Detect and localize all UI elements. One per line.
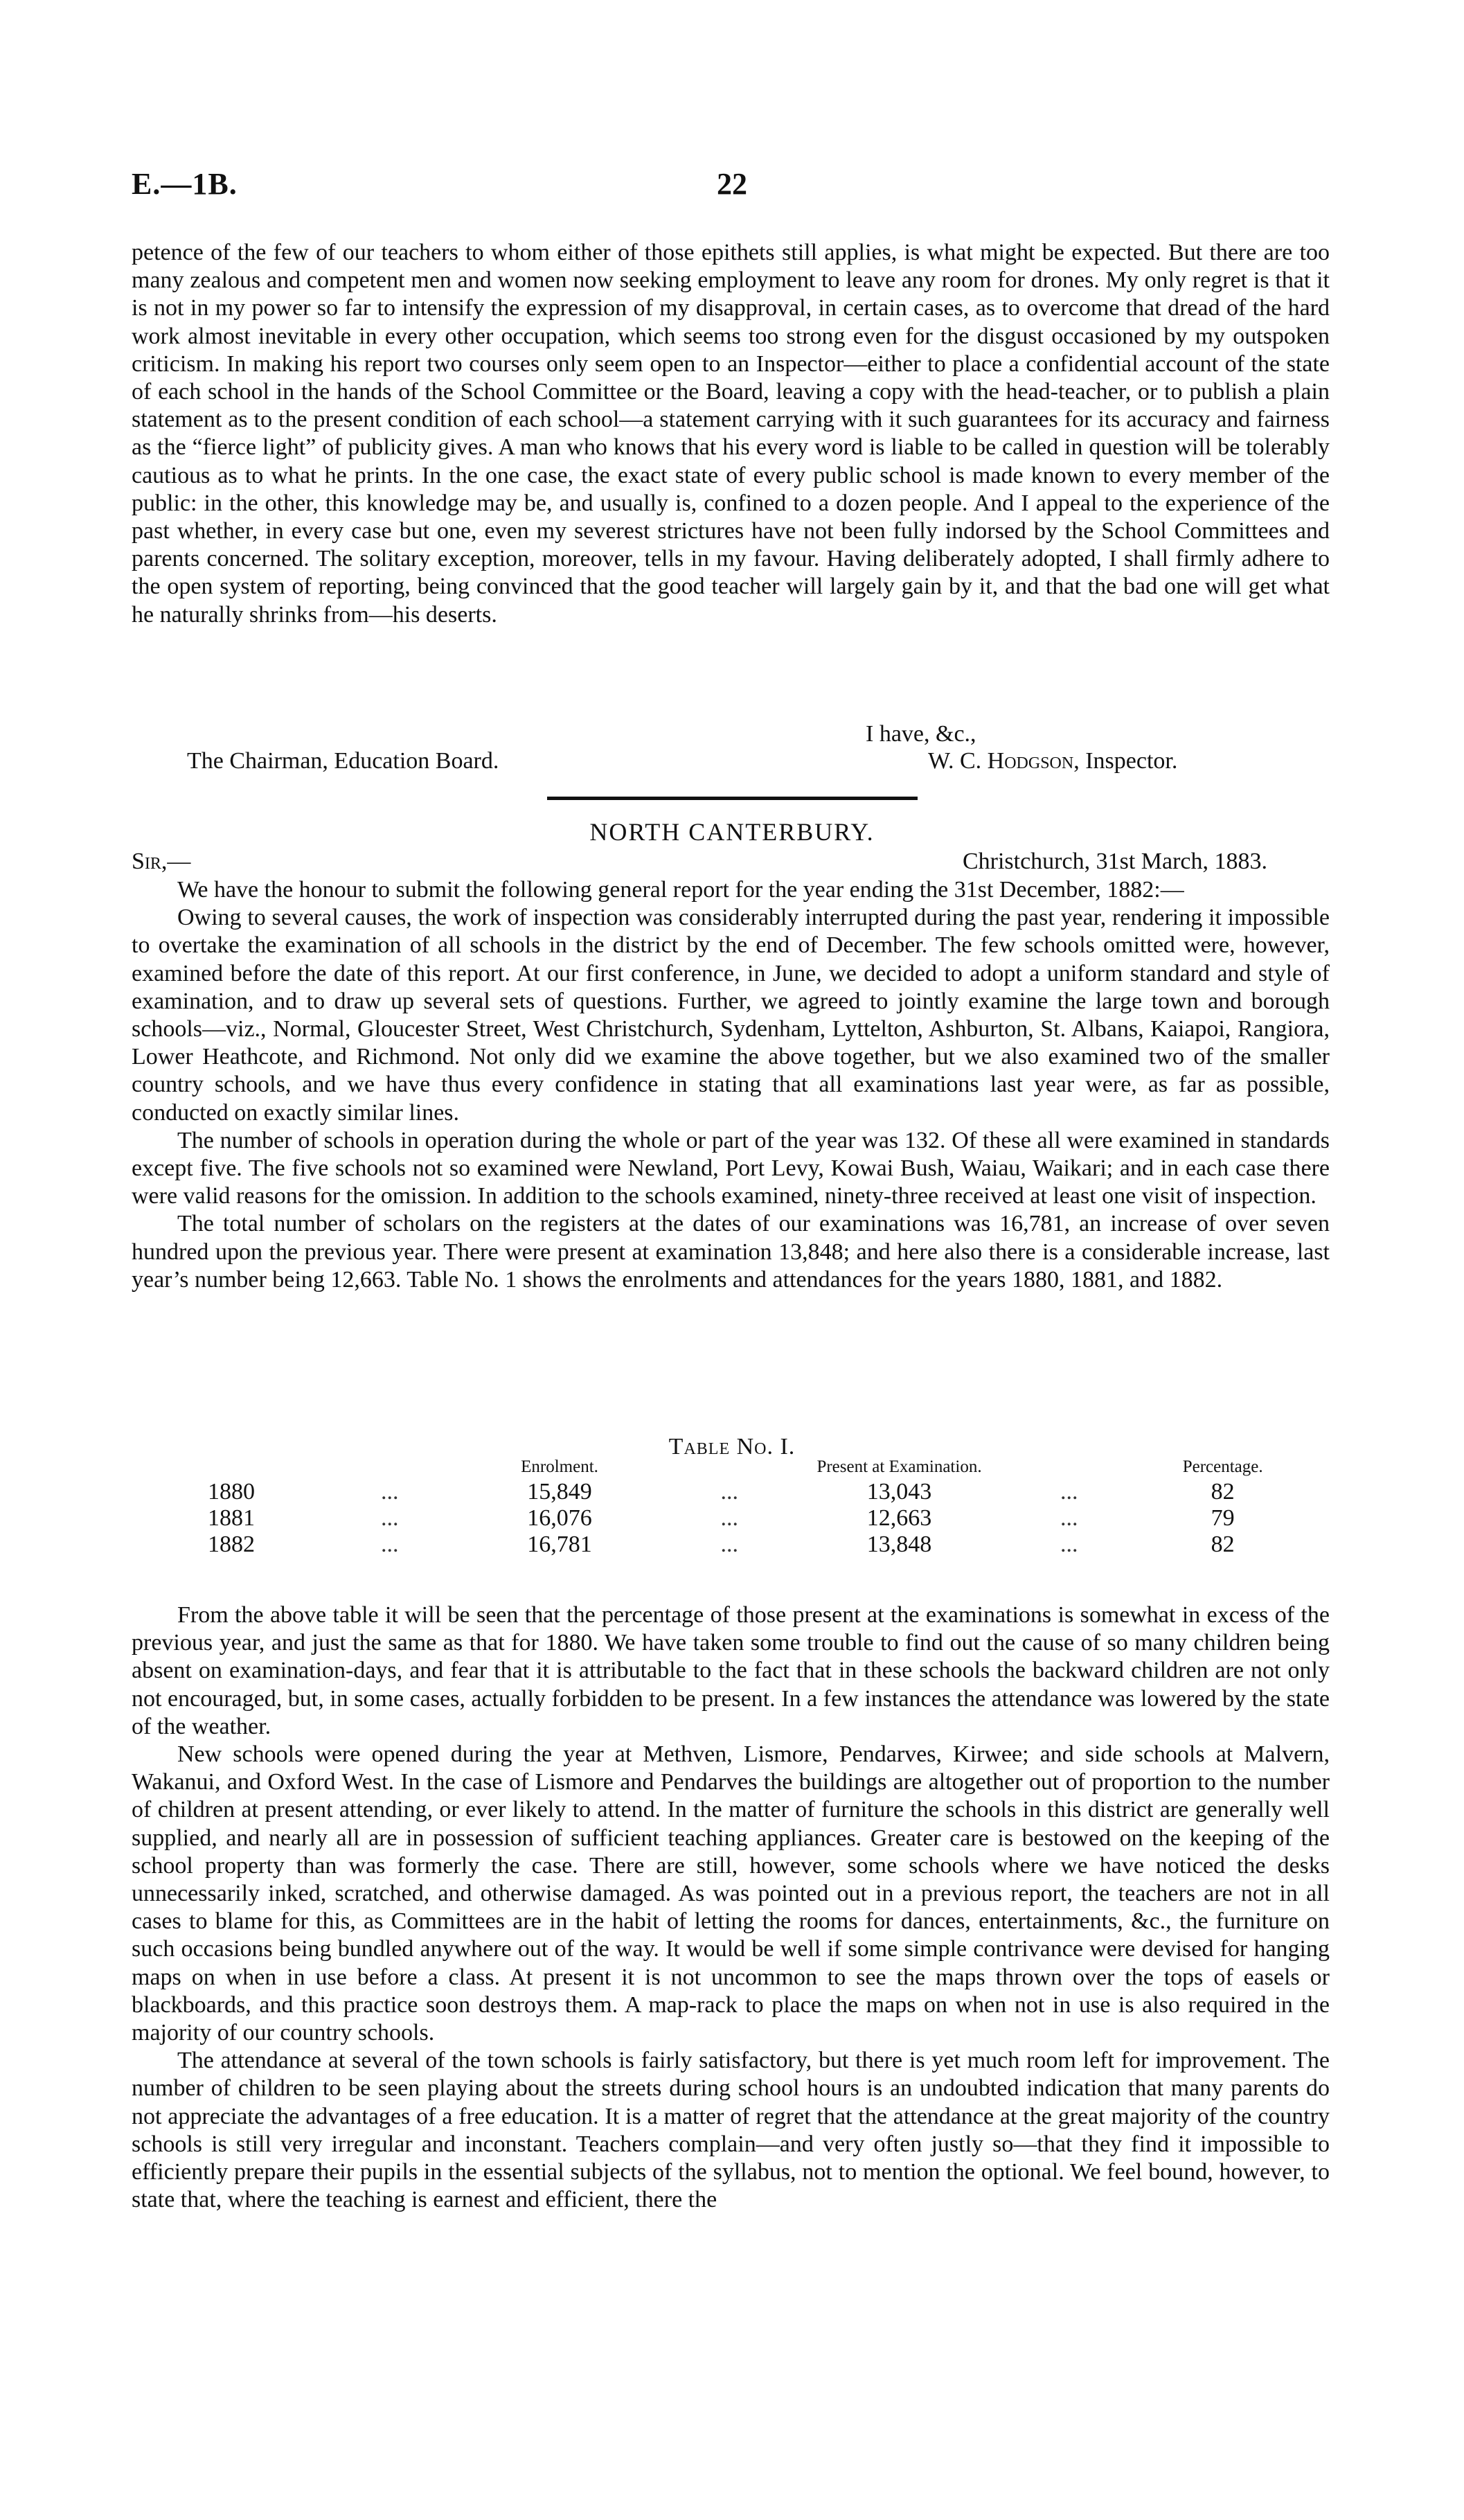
dot-leader: ... — [720, 1505, 738, 1531]
report-body-after-table — [132, 1601, 1330, 2214]
table-title: Table No. I. — [668, 1434, 796, 1459]
header-enrolment: Enrolment. — [521, 1457, 598, 1476]
paragraph: Owing to several causes, the work of inspection was considerably interrupted during the past year, rendering it impossible to overtake the examination of all schools in the district by the end of December. The few schools omitted were, however, examined before the date of this report. At our first conference, in June, we decided to adopt a uniform standard and style of examination, and to draw up several sets of questions. Further, we agreed to jointly examine the large town and borough schools—viz., Normal, Gloucester Street, West Christchurch, Sydenham, Lyttelton, Ashburton, St. Albans, Kaiapoi, Rangiora, Lower Heathcote, and Richmond. Not only did we examine the above together, but we also examined two of the smaller country schools, and we have thus every confidence in stating that all examinations last year were, as far as possible, conducted on exactly similar lines. — [132, 905, 1330, 1126]
cell-enrolment: 16,076 — [527, 1505, 592, 1531]
cell-year: 1882 — [208, 1532, 255, 1557]
section-title: NORTH CANTERBURY. — [589, 818, 875, 846]
dot-leader: ... — [381, 1505, 399, 1531]
header-percentage: Percentage. — [1182, 1457, 1263, 1476]
report-body-before-table — [132, 876, 1330, 1294]
dot-leader: ... — [1060, 1505, 1078, 1531]
document-code: E.—1B. — [132, 167, 238, 201]
paragraph: The total number of scholars on the registers at the dates of our examinations was 16,781, an increase of over seven hundred upon the previous year. There were present at examination 13,848; and here also there is a considerable increase, last year’s number being 12,663. Table No. 1 shows the enrolments and attendances for the years 1880, 1881, and 1882. — [132, 1211, 1330, 1293]
continuation-paragraph: petence of the few of our teachers to whom either of those epithets still applies, is what might be expected. But there are too many zealous and competent men and women now seeking employment to leave any room for drones. My only regret is that it is not in my power so far to intensify the expression of my disapproval, in certain cases, as to overcome that dread of the hard work almost inevitable in every other occupation, which seems too strong even for the disgust occasioned by my outspoken criticism. In making his report two courses only seem open to an Inspector—either to place a confidential account of the state of each school in the hands of the School Committee or the Board, leaving a copy with the head-teacher, or to publish a plain statement as to the present condition of each school—a statement carrying with it such guarantees for its accuracy and fairness as the “fierce light” of publicity gives. A man who knows that his every word is liable to be called in question will be tolerably cautious as to what he prints. In the one case, the exact state of every public school is made known to every member of the public: in the other, this knowledge may be, and usually is, confined to a dozen people. And I appeal to the experience of the past whether, in every case but one, even my severest strictures have not been fully indorsed by the School Committees and parents concerned. The solitary exception, moreover, tells in my favour. Having deliberately adopted, I shall firmly adhere to the open system of reporting, being convinced that the good teacher will largely gain by it, and that the bad one will get what he naturally shrinks from—his deserts. — [132, 240, 1330, 628]
table-header-row — [208, 1458, 1316, 1479]
paragraph: New schools were opened during the year at Methven, Lismore, Pendarves, Kirwee; and side schools at Malvern, Wakanui, and Oxford West. In the case of Lismore and Pendarves the buildings are altogether out of proportion to the number of children at present attending, or ever likely to attend. In the matter of furniture the schools in this district are generally well supplied, and nearly all are in possession of sufficient teaching appliances. Greater care is bestowed on the keeping of the school property than was formerly the case. There are still, however, some schools where we have noticed the desks unnecessarily inked, scratched, and otherwise damaged. As was pointed out in a previous report, the teachers are not in all cases to blame for this, as Committees are in the habit of letting the rooms for dances, entertainments, &c., the furniture on such occasions being bundled anywhere out of the way. It would be well if some simple contrivance were devised for hanging maps on when in use before a class. At present it is not uncommon to see the maps thrown over the tops of easels or blackboards, and this practice soon destroys them. A map-rack to place the maps on when not in use is also required in the majority of our country schools. — [132, 1741, 1330, 2046]
cell-year: 1880 — [208, 1479, 255, 1505]
enrolment-table — [208, 1458, 1316, 1558]
cell-year: 1881 — [208, 1505, 255, 1531]
signature-name: W. C. Hodgson — [928, 748, 1074, 774]
page-header — [132, 166, 1332, 208]
section-divider — [547, 797, 918, 800]
table-row — [208, 1532, 1316, 1558]
table-row — [208, 1505, 1316, 1532]
paragraph: The attendance at several of the town schools is fairly satisfactory, but there is yet much room left for improvement. The number of children to be seen playing about the streets during school hours is an undoubted indication that many parents do not appreciate the advantages of a free education. It is a matter of regret that the attendance at the great majority of the country schools is still very irregular and inconstant. Teachers complain—and very often justly so—that they find it impossible to efficiently prepare their pupils in the essential subjects of the syllabus, not to mention the optional. We feel bound, however, to state that, where the teaching is earnest and efficient, there the — [132, 2048, 1330, 2213]
signature-title: , Inspector. — [1073, 748, 1178, 774]
paragraph: From the above table it will be seen that the percentage of those present at the examinations is somewhat in excess of the previous year, and just the same as that for 1880. We have taken some trouble to find out the cause of so many children being absent on examination-days, and fear that it is attributable to the fact that in these schools the backward children are not only not encouraged, but, in some cases, actually forbidden to be present. In a few instances the attendance was lowered by the state of the weather. — [132, 1602, 1330, 1739]
signature — [928, 748, 1177, 774]
salutation: Sir,— — [132, 849, 191, 874]
table-row — [208, 1479, 1316, 1505]
page-number: 22 — [717, 167, 747, 201]
paragraph: We have the honour to submit the following general report for the year ending the 31st December, 1882:— — [177, 877, 1184, 903]
cell-percentage: 79 — [1211, 1505, 1235, 1531]
cell-percentage: 82 — [1211, 1532, 1235, 1557]
cell-present: 13,043 — [866, 1479, 932, 1505]
cell-enrolment: 15,849 — [527, 1479, 592, 1505]
paragraph: The number of schools in operation during the whole or part of the year was 132. Of these all were examined in standards except five. The five schools not so examined were Newland, Port Levy, Kowai Bush, Waiau, Waikari; and in each case there were valid reasons for the omission. In addition to the schools examined, ninety-three received at least one visit of inspection. — [132, 1127, 1330, 1209]
cell-percentage: 82 — [1211, 1479, 1235, 1505]
dot-leader: ... — [720, 1532, 738, 1557]
addressee: The Chairman, Education Board. — [187, 748, 499, 774]
dot-leader: ... — [1060, 1479, 1078, 1505]
continuation-block — [132, 239, 1330, 629]
dot-leader: ... — [1060, 1532, 1078, 1557]
cell-present: 12,663 — [866, 1505, 932, 1531]
sign-off: I have, &c., — [866, 721, 976, 747]
dot-leader: ... — [720, 1479, 738, 1505]
cell-present: 13,848 — [866, 1532, 932, 1557]
dot-leader: ... — [381, 1479, 399, 1505]
dot-leader: ... — [381, 1532, 399, 1557]
header-present: Present at Examination. — [816, 1457, 982, 1476]
dateline: Christchurch, 31st March, 1883. — [962, 849, 1267, 874]
cell-enrolment: 16,781 — [527, 1532, 592, 1557]
